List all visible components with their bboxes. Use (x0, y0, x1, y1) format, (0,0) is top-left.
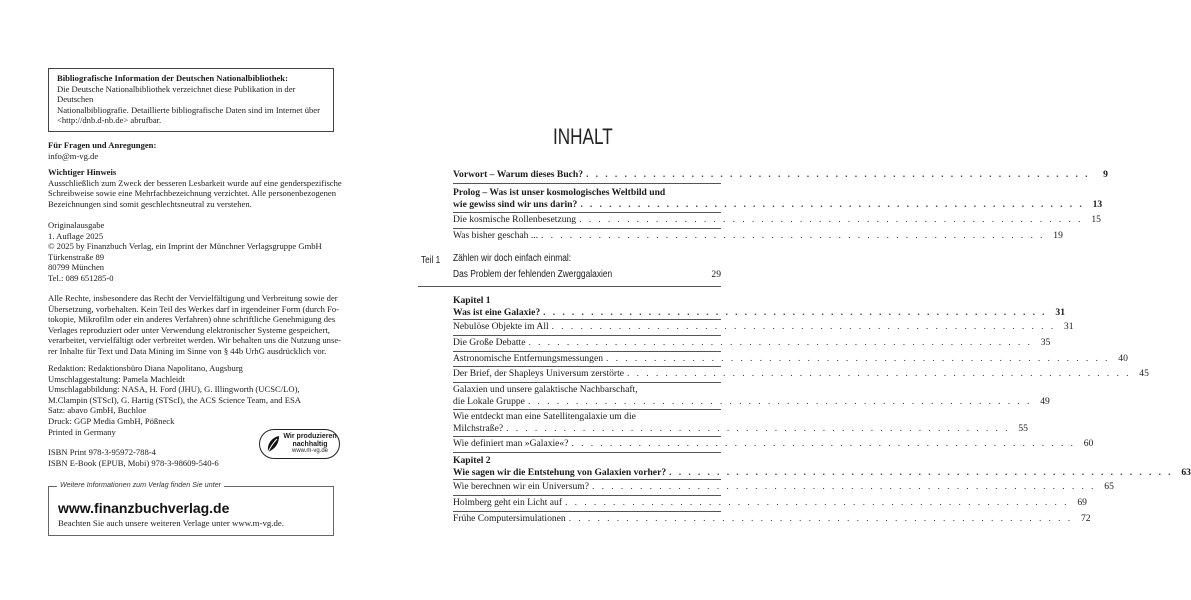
credits-line: Satz: abavo GmbH, Buchloe (48, 405, 147, 416)
toc-entry-text: Galaxien und unsere galaktische Nachbarschaft, (453, 384, 638, 395)
toc-entry-entfernung[interactable] (453, 353, 1128, 365)
chapter-label: Kapitel 1 (453, 295, 491, 306)
toc-page-number: 15 (1091, 214, 1101, 225)
toc-entry-holmberg[interactable] (453, 497, 1087, 509)
rights-line: verarbeitet, vervielfältigt oder verbreitet werden. Wir behalten uns die Nutzung unse- (48, 335, 342, 346)
leader-dots: . . . . . . . . . . . . . . . . . . . . . . . . . . . . . . . . . . . . . . . . . . . . . . . . . . . . . (565, 497, 1069, 508)
edition-line: Türkenstraße 89 (48, 251, 105, 262)
toc-page-number: 60 (1083, 438, 1094, 449)
divider (453, 382, 721, 383)
leader-dots: . . . . . . . . . . . . . . . . . . . . . . . . . . . . . . . . . . . . . . . . . . . . . . . . . . . . . (592, 481, 1096, 492)
leader-dots: . . . . . . . . . . . . . . . . . . . . . . . . . . . . . . . . . . . . . . . . . . . . . . . . . . . . . (506, 422, 1010, 434)
edition-line: 80799 München (48, 262, 105, 273)
divider (453, 366, 721, 367)
leader-dots: . . . . . . . . . . . . . . . . . . . . . . . . . . . . . . . . . . . . . . . . . . . . . . . . . . . . . (606, 353, 1110, 364)
toc-entry-text: Die Große Debatte (453, 337, 526, 348)
isbn-print: ISBN Print 978-3-95972-788-4 (48, 447, 156, 457)
toc-page-number: 45 (1139, 368, 1149, 379)
toc-page-number: 35 (1040, 337, 1051, 348)
toc-entry-text: Wie entdeckt man eine Satellitengalaxie um die (453, 411, 636, 422)
toc-entry-vorwort[interactable] (453, 169, 1108, 181)
leader-dots: . . . . . . . . . . . . . . . . . . . . . . . . . . . . . . . . . . . . . . . . . . . . . . . . . . . . . (571, 438, 1076, 449)
toc-entry-nebuloese[interactable] (453, 321, 1074, 333)
credits-line: Printed in Germany (48, 426, 116, 437)
toc-entry-text: Astronomische Entfernungsmessungen (453, 353, 604, 364)
leader-dots: . . . . . . . . . . . . . . . . . . . . . . . . . . . . . . . . . . . . . . . . . . . . . . . . . . . . . (586, 169, 1090, 180)
publisher-info-box (48, 480, 334, 536)
divider (453, 335, 721, 336)
toc-page-number: 13 (1092, 198, 1103, 210)
edition-line: Tel.: 089 651285-0 (48, 272, 114, 283)
contact-heading: Für Fragen und Anregungen: (48, 140, 157, 150)
sustainability-badge (259, 429, 340, 459)
divider (453, 452, 721, 453)
leader-dots: . . . . . . . . . . . . . . . . . . . . . . . . . . . . . . . . . . . . . . . . . . . . . . . . . . . . . (627, 368, 1131, 379)
toc-entry-kapitel-1[interactable] (453, 295, 1065, 319)
toc-entry-prolog[interactable] (453, 187, 1103, 211)
rights-block (48, 293, 348, 357)
leader-dots: . . . . . . . . . . . . . . . . . . . . . . . . . . . . . . . . . . . . . . . . . . . . . . . . . . . . . (669, 466, 1173, 478)
leader-dots: . . . . . . . . . . . . . . . . . . . . . . . . . . . . . . . . . . . . . . . . . . . . . . . . . . . . . (551, 321, 1056, 332)
toc-page-number: 69 (1077, 497, 1087, 508)
bibliographic-info-box (48, 68, 334, 132)
divider (453, 436, 721, 437)
leader-dots: . . . . . . . . . . . . . . . . . . . . . . . . . . . . . . . . . . . . . . . . . . . . . . . . . . . . . (568, 513, 1073, 524)
chapter-label: Kapitel 2 (453, 455, 491, 466)
divider (453, 409, 721, 410)
divider (453, 511, 721, 512)
badge-text (282, 433, 338, 456)
toc-entry-text: Holmberg geht ein Licht auf (453, 497, 563, 508)
credits-line: Umschlaggestaltung: Pamela Machleidt (48, 373, 185, 384)
toc-entry-text: Der Brief, der Shapleys Universum zerstörte (453, 368, 625, 379)
rights-line: Verlages reproduziert oder unter Verwendung elektronischer Systeme gespeichert, (48, 324, 330, 335)
toc-entry-kapitel-2[interactable] (453, 455, 1191, 479)
part-title-line-1: Zählen wir doch einfach einmal: (453, 253, 572, 264)
leader-dots: . . . . . . . . . . . . . . . . . . . . . . . . . . . . . . . . . . . . . . . . . . . . . . . . . . . . . (528, 337, 1033, 348)
toc-entry-text: Die kosmische Rollenbesetzung (453, 214, 577, 225)
notice-block (48, 167, 348, 209)
toc-entry-definiert[interactable] (453, 438, 1094, 450)
toc-entry-fruehe[interactable] (453, 513, 1091, 525)
toc-entry-text: Nebulöse Objekte im All (453, 321, 549, 332)
badge-line-3: www.m-vg.de (291, 448, 328, 455)
leader-dots: . . . . . . . . . . . . . . . . . . . . . . . . . . . . . . . . . . . . . . . . . . . . . . . . . . . . . (541, 230, 1045, 241)
contact-email[interactable]: info@m-vg.de (48, 150, 99, 161)
toc-entry-satellit[interactable] (453, 411, 1028, 435)
toc-entry-debatte[interactable] (453, 337, 1051, 349)
toc-page-number: 55 (1018, 422, 1028, 434)
toc-entry-text: Wie definiert man »Galaxie«? (453, 438, 569, 449)
credits-line: M.Clampin (STScI), G. Hartig (STScI), the ACS Science Team, and ESA (48, 394, 301, 405)
divider (453, 319, 721, 320)
part-label: Teil 1 (421, 255, 441, 266)
toc-entry-bisher[interactable] (453, 230, 1063, 242)
credits-block (48, 363, 348, 437)
edition-line: Originalausgabe (48, 220, 105, 230)
notice-heading: Wichtiger Hinweis (48, 167, 117, 177)
rights-line: Alle Rechte, insbesondere das Recht der Vervielfältigung und Verbreitung sowie der (48, 293, 338, 303)
toc-entry-text: die Lokale Gruppe (453, 395, 525, 407)
toc-entry-galaxien[interactable] (453, 384, 1050, 408)
toc-title: INHALT (553, 124, 613, 149)
edition-line: © 2025 by Finanzbuch Verlag, ein Imprint der Münchner Verlagsgruppe GmbH (48, 241, 322, 252)
biblio-heading: Bibliografische Information der Deutschen Nationalbibliothek: (57, 73, 288, 83)
toc-entry-text: Milchstraße? (453, 422, 504, 434)
divider (453, 212, 721, 213)
leaf-icon (265, 434, 281, 454)
biblio-line: Nationalbibliografie. Detaillierte bibliografische Daten sind im Internet über (57, 104, 320, 115)
edition-line: 1. Auflage 2025 (48, 230, 104, 241)
toc-entry-text: Wie berechnen wir ein Universum? (453, 481, 590, 492)
toc-entry-rollenbesetzung[interactable] (453, 214, 1101, 226)
divider (453, 183, 721, 184)
toc-page-number: 31 (1063, 321, 1074, 332)
toc-page-number: 65 (1104, 481, 1114, 492)
toc-page-number: 49 (1040, 395, 1050, 407)
edition-block (48, 220, 348, 284)
toc-entry-text: wie gewiss sind wir uns darin? (453, 198, 578, 210)
publisher-url[interactable]: www.finanzbuchverlag.de (58, 500, 230, 516)
toc-entry-text: Was bisher geschah ... (453, 230, 539, 241)
leader-dots: . . . . . . . . . . . . . . . . . . . . . . . . . . . . . . . . . . . . . . . . . . . . . . . . . . . . . (527, 395, 1032, 407)
credits-line: Druck: GGP Media GmbH, Pößneck (48, 415, 175, 426)
divider (418, 286, 721, 287)
divider (453, 495, 721, 496)
biblio-line: Die Deutsche Nationalbibliothek verzeichnet diese Publikation in der Deutschen (57, 83, 296, 105)
rights-line: Übersetzung, vorbehalten. Kein Teil des Werkes darf in irgendeiner Form (durch Fo- (48, 303, 340, 314)
contact-block (48, 140, 348, 161)
isbn-block (48, 447, 268, 468)
toc-entry-text: Vorwort – Warum dieses Buch? (453, 169, 584, 180)
notice-line: Ausschließlich zum Zweck der besseren Lesbarkeit wurde auf eine genderspezifische (48, 177, 342, 188)
toc-entry-text: Prolog – Was ist unser kosmologisches Weltbild und (453, 187, 666, 198)
divider (453, 479, 721, 480)
credits-line: Umschlagabbildung: NASA, H. Ford (JHU), G. Illingworth (UCSC/LO), (48, 384, 300, 395)
rights-line: tokopie, Mikrofilm oder ein anderes Verfahren) ohne schriftliche Genehmigung des (48, 314, 336, 325)
toc-page-number: 31 (1055, 306, 1065, 318)
notice-line: Bezeichnungen sind somit geschlechtsneutral zu verstehen. (48, 198, 252, 209)
toc-entry-text: Was ist eine Galaxie? (453, 306, 541, 318)
toc-entry-text: Wie sagen wir die Entstehung von Galaxien vorher? (453, 466, 667, 478)
rights-line: rer Inhalte für Text und Data Mining im Sinne von § 44b UrhG ausdrücklich vor. (48, 345, 327, 356)
badge-line-2: nachhaltig (292, 440, 328, 448)
biblio-line: <http://dnb.d-nb.de> abrufbar. (57, 115, 162, 126)
badge-line-1: Wir produzieren (283, 433, 337, 440)
toc-page-number: 19 (1053, 230, 1063, 241)
notice-line: Schreibweise sowie eine Mehrfachbezeichnung verzichtet. Alle personenbezogenen (48, 188, 337, 199)
toc-page-number: 63 (1181, 466, 1191, 478)
toc-entry-teil-1[interactable] (453, 251, 721, 283)
leader-dots: . . . . . . . . . . . . . . . . . . . . . . . . . . . . . . . . . . . . . . . . . . . . . . . . . . . . . (543, 306, 1047, 318)
toc-entry-text: Frühe Computersimulationen (453, 513, 566, 524)
toc-page-number: 9 (1103, 169, 1108, 180)
toc-page-number: 40 (1118, 353, 1128, 364)
part-title-line-2: Das Problem der fehlenden Zwerggalaxien (453, 269, 613, 280)
divider (453, 351, 721, 352)
toc-page-number: 29 (711, 269, 721, 280)
publisher-sub: Beachten Sie auch unsere weiteren Verlage unter www.m-vg.de. (58, 518, 284, 528)
toc-entry-brief[interactable] (453, 368, 1149, 380)
divider (453, 228, 721, 229)
toc-entry-berechnen[interactable] (453, 481, 1114, 493)
credits-line: Redaktion: Redaktionsbüro Diana Napolitano, Augsburg (48, 363, 243, 373)
toc-page-number: 72 (1080, 513, 1091, 524)
leader-dots: . . . . . . . . . . . . . . . . . . . . . . . . . . . . . . . . . . . . . . . . . . . . . . . . . . . . . (579, 214, 1083, 225)
info-legend: Weitere Informationen zum Verlag finden Sie unter (57, 480, 224, 489)
leader-dots: . . . . . . . . . . . . . . . . . . . . . . . . . . . . . . . . . . . . . . . . . . . . . . . . . . . . . (580, 198, 1085, 210)
isbn-ebook: ISBN E-Book (EPUB, Mobi) 978-3-98609-540-6 (48, 457, 219, 468)
